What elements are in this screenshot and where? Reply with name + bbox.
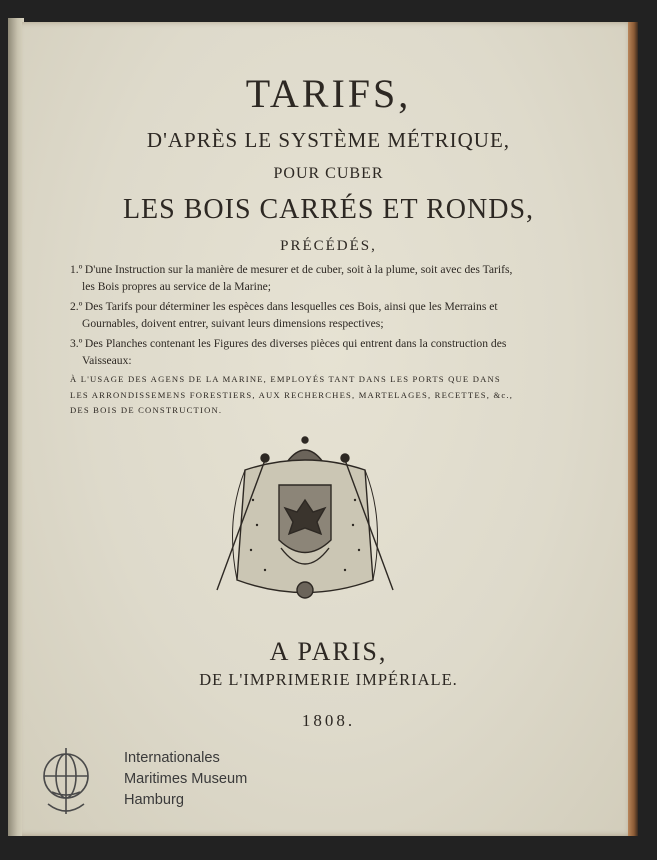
page-title: TARIFS, <box>245 71 412 116</box>
list-item <box>70 336 518 369</box>
list-item-text: D'une Instruction sur la manière de mesurer et de cuber, soit à la plume, soit avec des Tarifs, les Bois propres au service de la Marine; <box>82 263 513 293</box>
imperial-coat-of-arms-icon <box>205 430 405 620</box>
contents-list <box>70 262 518 374</box>
imprint-printer: DE L'IMPRIMERIE IMPÉRIALE. <box>199 670 458 689</box>
museum-globe-ship-logo-icon <box>38 740 94 820</box>
subtitle-pour-cuber: POUR CUBER <box>273 165 384 182</box>
preceded-heading: PRÉCÉDÉS, <box>280 238 377 254</box>
imprint-year: 1808. <box>301 711 356 730</box>
dedication-text: À L'USAGE DES AGENS DE LA MARINE, EMPLOYÉS TANT DANS LES PORTS QUE DANS LES ARRONDISSEMENS FORESTIERS, AUX RECHERCHES, MARTELAGES, RECETTES, &c., DES BOIS DE CONSTRUCTION. <box>70 374 514 415</box>
watermark-line-1: Internationales <box>124 750 220 766</box>
list-item-number: 1.º <box>70 263 83 276</box>
list-item-number: 2.º <box>70 300 83 314</box>
list-item <box>70 262 518 295</box>
museum-watermark <box>124 748 247 811</box>
list-item-text: Des Planches contenant les Figures des diverses pièces qui entrent dans la construction des Vaisseaux: <box>82 337 507 367</box>
list-item <box>70 299 518 332</box>
list-item-text: Des Tarifs pour déterminer les espèces dans lesquelles ces Bois, ainsi que les Merrains et Gournables, doivent entrer, suivant leurs dimensions respectives; <box>82 300 498 330</box>
subtitle-bois: LES BOIS CARRÉS ET RONDS, <box>122 194 535 225</box>
list-item-number: 3.º <box>70 337 83 351</box>
imprint-place: A PARIS, <box>269 637 388 666</box>
watermark-line-2: Maritimes Museum <box>124 771 248 787</box>
subtitle-metric-system: D'APRÈS LE SYSTÈME MÉTRIQUE, <box>146 128 511 152</box>
watermark-line-3: Hamburg <box>124 792 185 808</box>
